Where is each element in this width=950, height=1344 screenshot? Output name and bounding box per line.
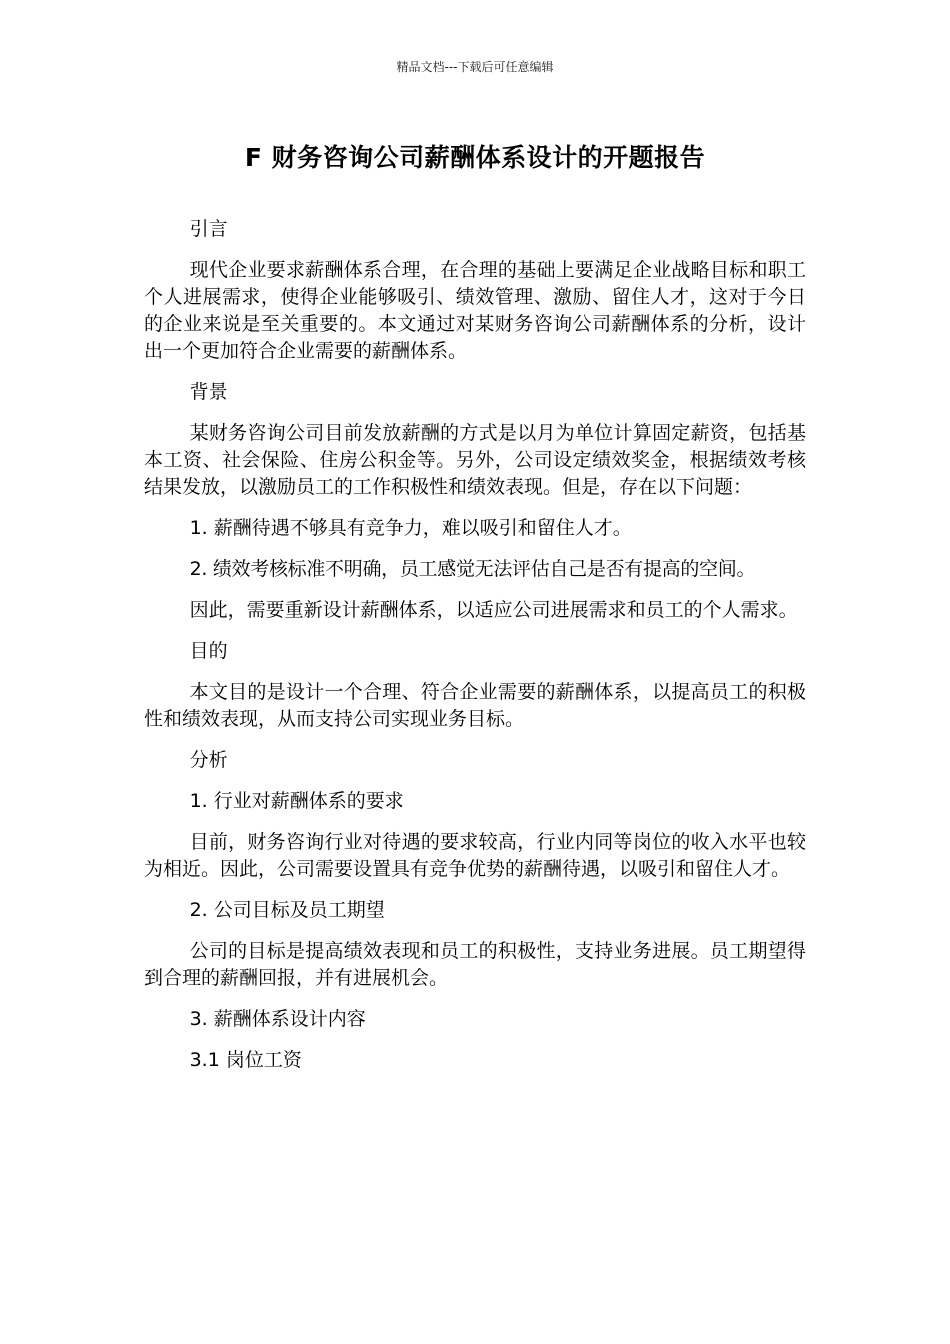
paragraph-industry: 目前，财务咨询行业对待遇的要求较高，行业内同等岗位的收入水平也较为相近。因此，公司需要设置具有竞争优势的薪酬待遇，以吸引和留住人才。: [144, 831, 806, 880]
section-heading-purpose: 目的: [189, 640, 228, 662]
document-body: [144, 216, 806, 1088]
paragraph-intro: 现代企业要求薪酬体系合理，在合理的基础上要满足企业战略目标和职工个人进展需求，使得企业能够吸引、绩效管理、激励、留住人才，这对于今日的企业来说是至关重要的。本文通过对某财务咨询公司薪酬体系的分析，设计出一个更加符合企业需要的薪酬体系。: [144, 259, 806, 362]
list-item-problem-2: 2. 绩效考核标准不明确，员工感觉无法评估自己是否有提高的空间。: [189, 558, 756, 580]
subheading-company-goals: 2. 公司目标及员工期望: [189, 899, 385, 921]
section-heading-analysis: 分析: [189, 749, 228, 771]
subheading-design-content: 3. 薪酬体系设计内容: [189, 1008, 366, 1030]
document-title: F 财务咨询公司薪酬体系设计的开题报告: [244, 143, 706, 172]
subheading-position-salary: 3.1 岗位工资: [189, 1049, 302, 1071]
paragraph-company-goals: 公司的目标是提高绩效表现和员工的积极性，支持业务进展。员工期望得到合理的薪酬回报，并有进展机会。: [144, 940, 806, 989]
paragraph-purpose: 本文目的是设计一个合理、符合企业需要的薪酬体系，以提高员工的积极性和绩效表现，从而支持公司实现业务目标。: [144, 681, 806, 730]
section-heading-intro: 引言: [189, 218, 228, 240]
paragraph-background: 某财务咨询公司目前发放薪酬的方式是以月为单位计算固定薪资，包括基本工资、社会保险、住房公积金等。另外，公司设定绩效奖金，根据绩效考核结果发放，以激励员工的工作积极性和绩效表现。但是，存在以下问题：: [144, 422, 806, 498]
subheading-industry: 1. 行业对薪酬体系的要求: [189, 790, 404, 812]
header-note: 精品文档---下载后可任意编辑: [396, 60, 554, 74]
section-heading-background: 背景: [189, 381, 228, 403]
paragraph-conclusion: 因此，需要重新设计薪酬体系，以适应公司进展需求和员工的个人需求。: [189, 599, 798, 621]
list-item-problem-1: 1. 薪酬待遇不够具有竞争力，难以吸引和留住人才。: [189, 517, 632, 539]
